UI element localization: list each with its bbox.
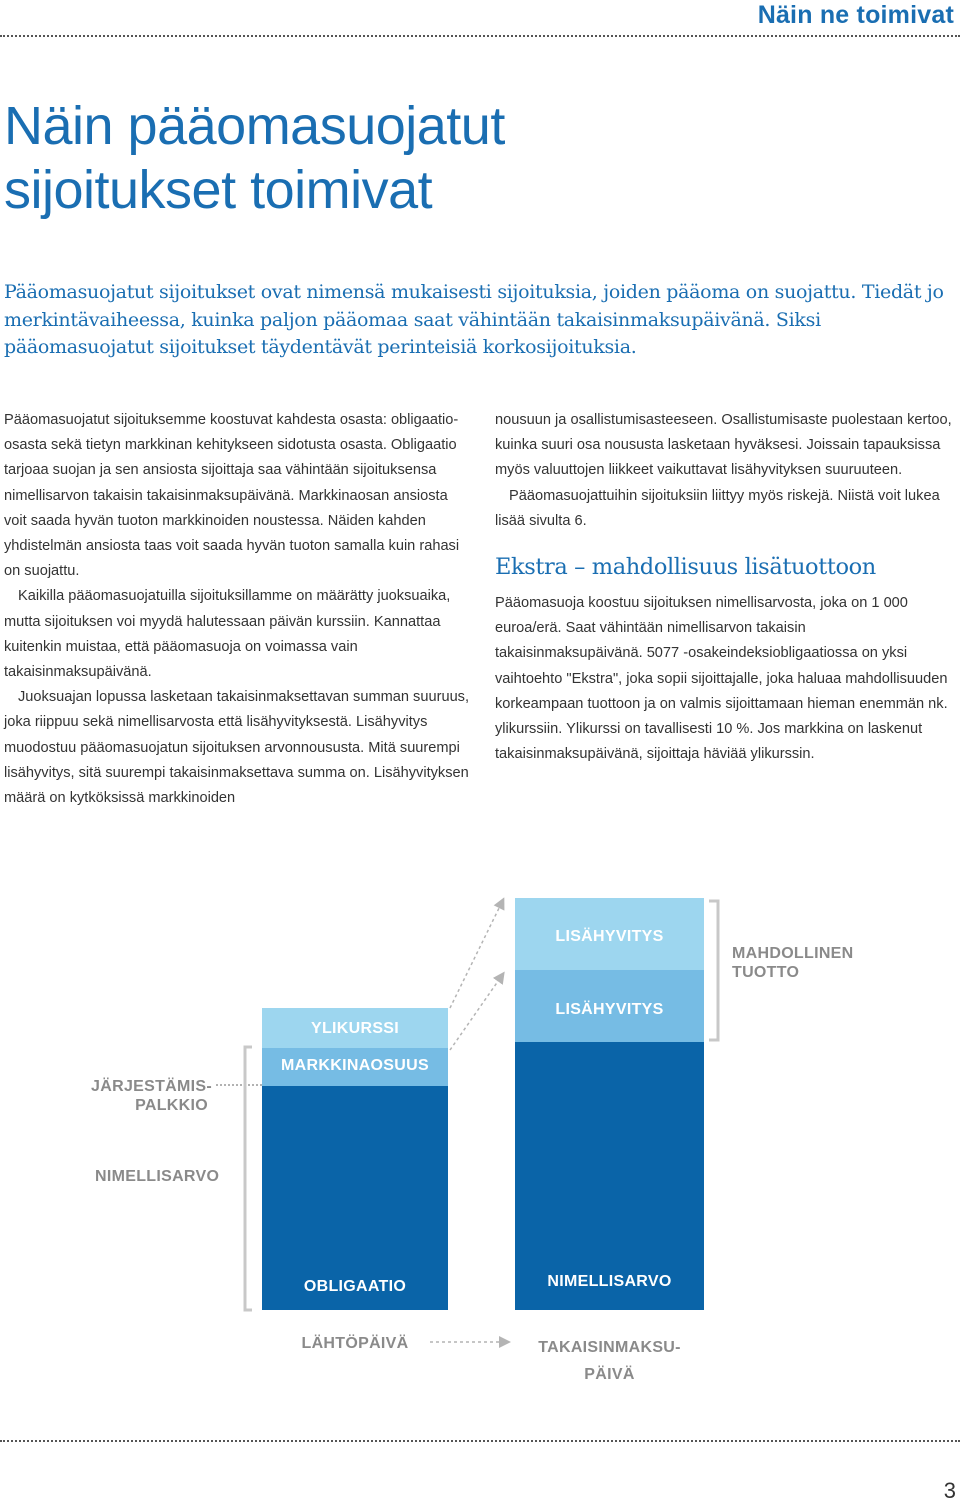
ylikurssi-box	[262, 1008, 448, 1048]
left-paragraph-1: Pääomasuojatut sijoituksemme koostuvat kahdesta osasta: obligaatio-osasta sekä tietyn markkinan kehitykseen sidotusta osasta. Obligaatio tarjoaa suojan ja sen ansiosta sijoittaja saa vähintään sijoituksensa nimellisarvon takaisin takaisinmaksupäivänä. Markkinaosan ansiosta voit saada hyvän tuoton markkinoiden noustessa. Näiden kahden yhdistelmän ansiosta taas voit saada hyvän tuoton samalla kuin rahasi on suojattu.	[4, 412, 460, 580]
left-paragraph-2: Kaikilla pääomasuojatuilla sijoituksillamme on määrätty juoksuaika, mutta sijoituksen voi myydä halutessaan päivän kurssiin. Kannattaa kuitenkin muistaa, että pääomasuoja on voimassa vain takaisinmaksupäivänä.	[4, 588, 451, 681]
right-paragraph-2: Pääomasuojattuihin sijoituksiin liittyy myös riskejä. Niistä voit lukea lisää sivulta 6.	[495, 487, 940, 529]
mahdollinen-tuotto-label	[732, 944, 854, 982]
lisahyvitys-label: LISÄHYVITYS	[555, 1001, 664, 1018]
page-title-line-2: sijoitukset toimivat	[4, 160, 433, 220]
section-title: Näin ne toimivat	[757, 1, 954, 29]
page-title-line-1: Näin pääomasuojatut	[4, 96, 505, 156]
lisahyvitys-top-box	[515, 898, 704, 970]
obligaatio-label: OBLIGAATIO	[303, 1278, 407, 1295]
ekstra-heading: Ekstra – mahdollisuus lisätuottoon	[495, 554, 876, 581]
nimellisarvo-box	[515, 1042, 704, 1310]
right-paragraph-3: Pääomasuoja koostuu sijoituksen nimellisarvosta, joka on 1 000 euroa/erä. Saat vähintään nimellisarvon takaisin takaisinmaksupäivänä. 5077 -osakeindeksiobligaatiossa on yksi vaihtoehto "Ekstra", joka sopii sijoittajalle, joka haluaa mahdollisuuden korkeampaan tuottoon ja on valmis sijoittamaan hieman enemmän nk. ylikurssiin. Ylikurssi on tavallisesti 10 %. Jos markkina on laskenut takaisinmaksupäivänä, sijoittaja häviää ylikurssin.	[495, 595, 948, 763]
takaisinmaksupaiva-label	[515, 1334, 704, 1388]
takaisinmaksupaiva-line-1: TAKAISINMAKSU-	[538, 1339, 681, 1356]
connector-top-line	[450, 900, 503, 1008]
lisahyvitys-top-label: LISÄHYVITYS	[555, 928, 664, 945]
ylikurssi-label: YLIKURSSI	[310, 1020, 400, 1037]
page-number: 3	[943, 1478, 956, 1503]
mahdollinen-tuotto-line-1: MAHDOLLINEN	[732, 945, 854, 962]
left-paragraph-3: Juoksuajan lopussa lasketaan takaisinmaksettavan summan suuruus, joka riippuu sekä nimellisarvosta että lisähyvityksestä. Lisähyvitys muodostuu pääomasuojatun sijoituksen arvonnoususta. Mitä suurempi lisähyvitys, sitä suurempi takaisinmaksettava summa on. Lisähyvityksen määrä on kytköksissä markkinoiden	[4, 689, 470, 807]
obligaatio-box	[262, 1086, 448, 1310]
lahtopaiva-label: LÄHTÖPÄIVÄ	[301, 1335, 409, 1352]
lisahyvitys-box	[515, 970, 704, 1042]
jarjestamispalkkio-line-1: JÄRJESTÄMIS-	[91, 1078, 212, 1095]
mahdollinen-tuotto-bracket	[709, 901, 718, 1040]
nimellisarvo-side-label: NIMELLISARVO	[95, 1168, 220, 1185]
mahdollinen-tuotto-line-2: TUOTTO	[732, 964, 800, 981]
lead-paragraph: Pääomasuojatut sijoitukset ovat nimensä mukaisesti sijoituksia, joiden pääoma on suojattu. Tiedät jo merkintävaiheessa, kuinka paljon pääomaa saat vähintään takaisinmaksupäivänä. Siksi pääomasuojatut sijoitukset täydentävät perinteisiä korkosijoituksia.	[4, 281, 944, 358]
connector-bottom-line	[450, 974, 503, 1050]
footer-divider	[0, 1440, 960, 1442]
nimellisarvo-bracket	[245, 1047, 252, 1310]
markkinaosuus-box	[262, 1048, 448, 1086]
markkinaosuus-label: MARKKINAOSUUS	[281, 1057, 429, 1074]
nimellisarvo-bar-label: NIMELLISARVO	[547, 1273, 672, 1290]
right-paragraph-1: nousuun ja osallistumisasteeseen. Osallistumisaste puolestaan kertoo, kuinka suuri osa noususta lasketaan hyväksesi. Joissain tapauksissa myös valuuttojen liikkeet vaikuttavat lisähyvityksen suuruuteen.	[495, 412, 952, 479]
takaisinmaksupaiva-line-2: PÄIVÄ	[584, 1366, 635, 1383]
jarjestamispalkkio-label	[62, 1077, 212, 1115]
jarjestamispalkkio-line-2: PALKKIO	[135, 1097, 208, 1114]
